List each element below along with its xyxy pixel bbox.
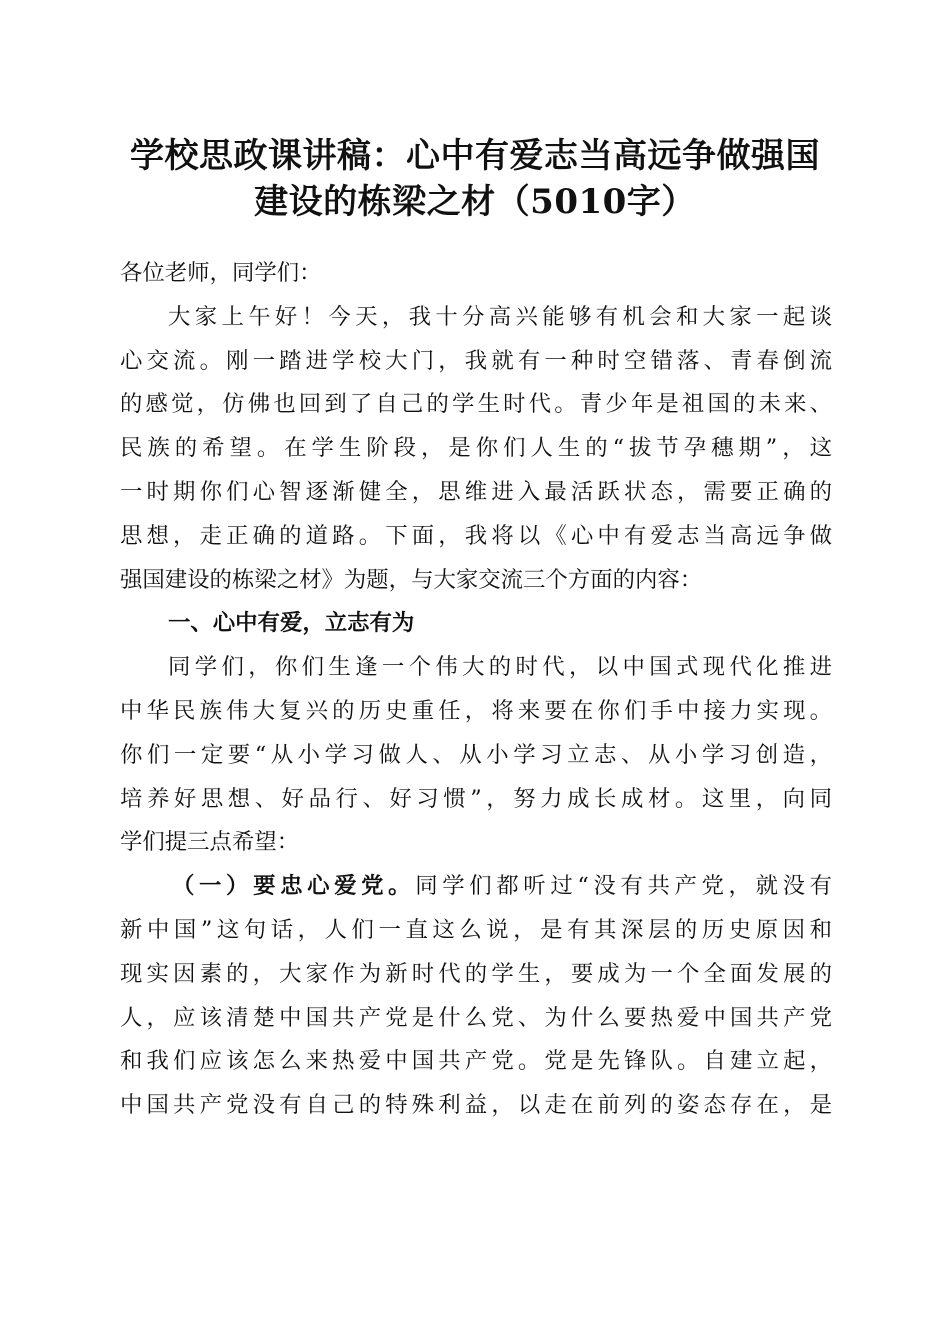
paragraph-line: 一时期你们心智逐渐健全，思维进入最活跃状态，需要正确的 [120,478,832,505]
paragraph-subsection-1 [120,865,832,1128]
paragraph-line: 新中国”这句话，人们一直这么说，是有其深层的历史原因和 [120,916,832,943]
paragraph-line: 人，应该清楚中国共产党是什么党、为什么要热爱中国共产党 [120,1004,832,1031]
paragraph-line: 强国建设的栋梁之材》为题，与大家交流三个方面的内容： [120,566,703,593]
paragraph-text: 同学们都听过“没有共产党，就没有 [415,873,832,900]
paragraph-line: 培养好思想、好品行、好习惯”，努力成长成材。这里，向同 [120,785,832,812]
paragraph-line: 中国共产党没有自己的特殊利益，以走在前列的姿态存在，是 [120,1092,832,1119]
document-body [120,252,832,1128]
paragraph-line: 大家上午好！今天，我十分高兴能够有机会和大家一起谈 [168,303,832,330]
paragraph-line: 思想，走正确的道路。下面，我将以《心中有爱志当高远争做 [120,522,832,549]
title-line-2: 建设的栋梁之材（5010字） [254,182,696,222]
title-line-1: 学校思政课讲稿：心中有爱志当高远争做强国 [130,136,820,176]
subsection-heading: （一）要忠心爱党。 [172,873,416,900]
paragraph-section-1 [120,646,832,865]
paragraph-line: 你们一定要“从小学习做人、从小学习立志、从小学习创造， [120,741,832,768]
paragraph-line: 的感觉，仿佛也回到了自己的学生时代。青少年是祖国的未来、 [120,391,832,418]
paragraph-line [120,865,832,909]
paragraph-line: 现实因素的，大家作为新时代的学生，要成为一个全面发展的 [120,960,832,987]
paragraph-line: 中华民族伟大复兴的历史重任，将来要在你们手中接力实现。 [120,697,832,724]
salutation: 各位老师，同学们： [120,260,322,286]
paragraph-line: 学们提三点希望： [120,829,300,856]
paragraph-line: 民族的希望。在学生阶段，是你们人生的“拔节孕穗期”，这 [120,435,832,462]
paragraph-line: 同学们，你们生逢一个伟大的时代，以中国式现代化推进 [168,654,832,681]
paragraph-intro [120,296,832,603]
paragraph-line: 心交流。刚一踏进学校大门，我就有一种时空错落、青春倒流 [120,347,832,374]
document-title [100,133,850,225]
paragraph-line: 和我们应该怎么来热爱中国共产党。党是先锋队。自建立起， [120,1048,832,1075]
section-heading: 一、心中有爱，立志有为 [168,610,415,637]
